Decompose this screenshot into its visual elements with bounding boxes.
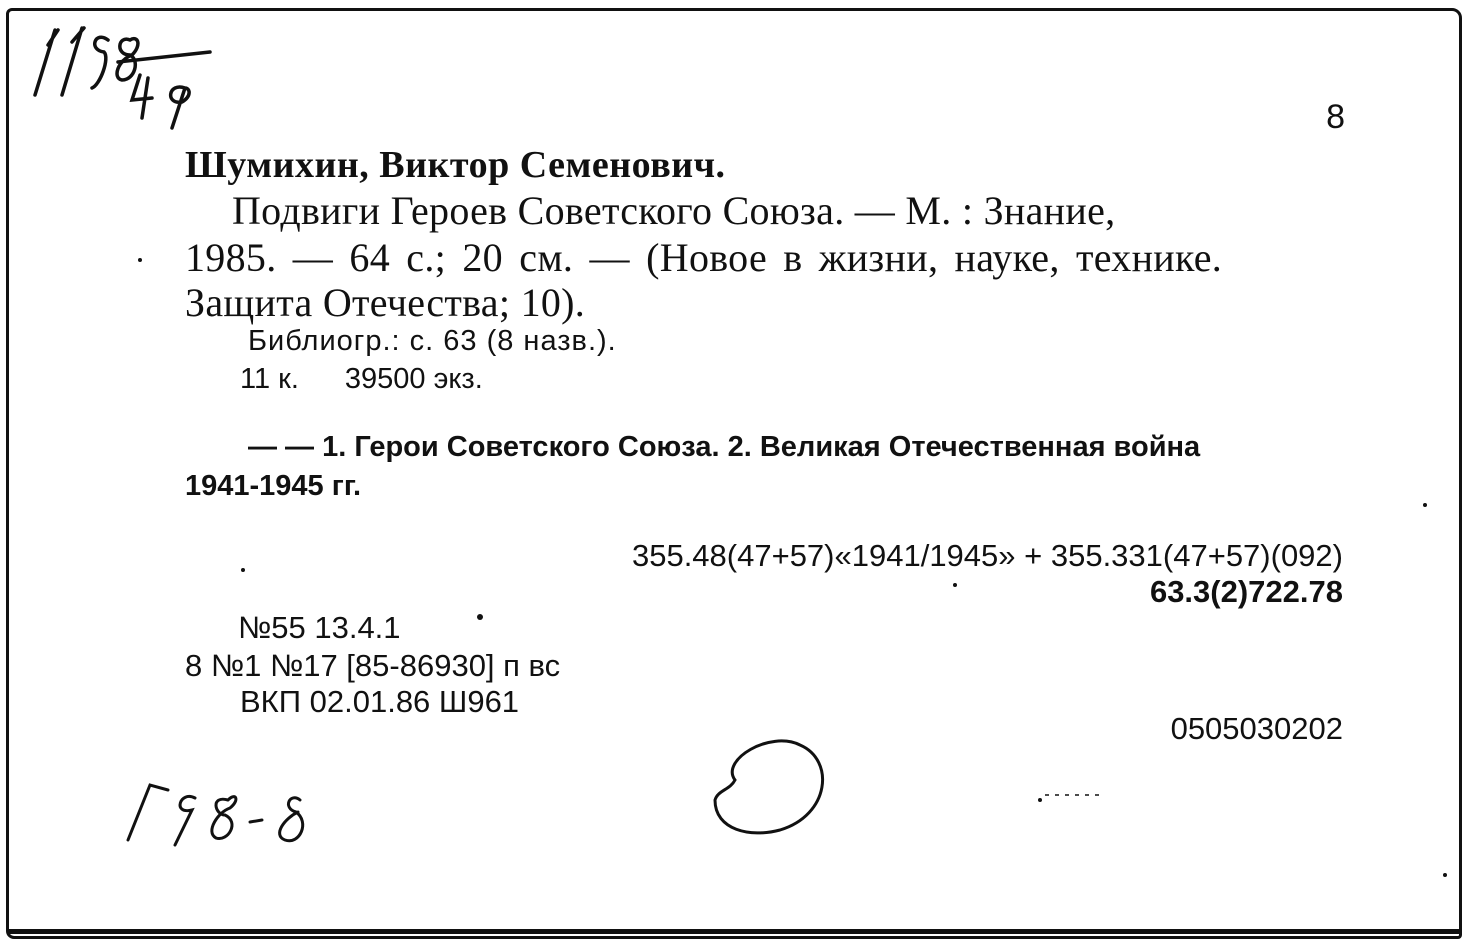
price-copies-line — [240, 365, 483, 394]
title-line-1: Подвиги Героев Советского Союза. — М. : Знание, — [232, 188, 1116, 233]
classification-index-1: 355.48(47+57)«1941/1945» + 355.331(47+57)(092) — [631, 538, 1343, 573]
bibliography-note: Библиогр.: с. 63 (8 назв.). — [248, 325, 617, 357]
catalog-number: 0505030202 — [1170, 711, 1343, 746]
copies: 39500 экз. — [344, 363, 483, 395]
classification-index-2: 63.3(2)722.78 — [1149, 574, 1343, 609]
code-line-3: ВКП 02.01.86 Ш961 — [240, 684, 520, 719]
price: 11 к. — [240, 363, 299, 395]
handwritten-code-bottom — [128, 785, 303, 845]
code-line-2: 8 №1 №17 [85-86930] п вс — [185, 648, 561, 683]
title-line-3: Защита Отечества; 10). — [185, 280, 586, 325]
hand-drawn-circle — [715, 741, 823, 833]
subjects-line-1: — — 1. Герои Советского Союза. 2. Великая Отечественная война — [248, 431, 1201, 463]
author-heading: Шумихин, Виктор Семенович. — [185, 144, 726, 186]
card-page-number: 8 — [1326, 98, 1345, 136]
title-line-2: 1985. — 64 с.; 20 см. — (Новое в жизни, науке, технике. — [185, 235, 1223, 280]
code-line-1: №55 13.4.1 — [238, 610, 401, 645]
handwritten-code-top — [35, 28, 210, 128]
subjects-line-2: 1941-1945 гг. — [185, 470, 362, 502]
